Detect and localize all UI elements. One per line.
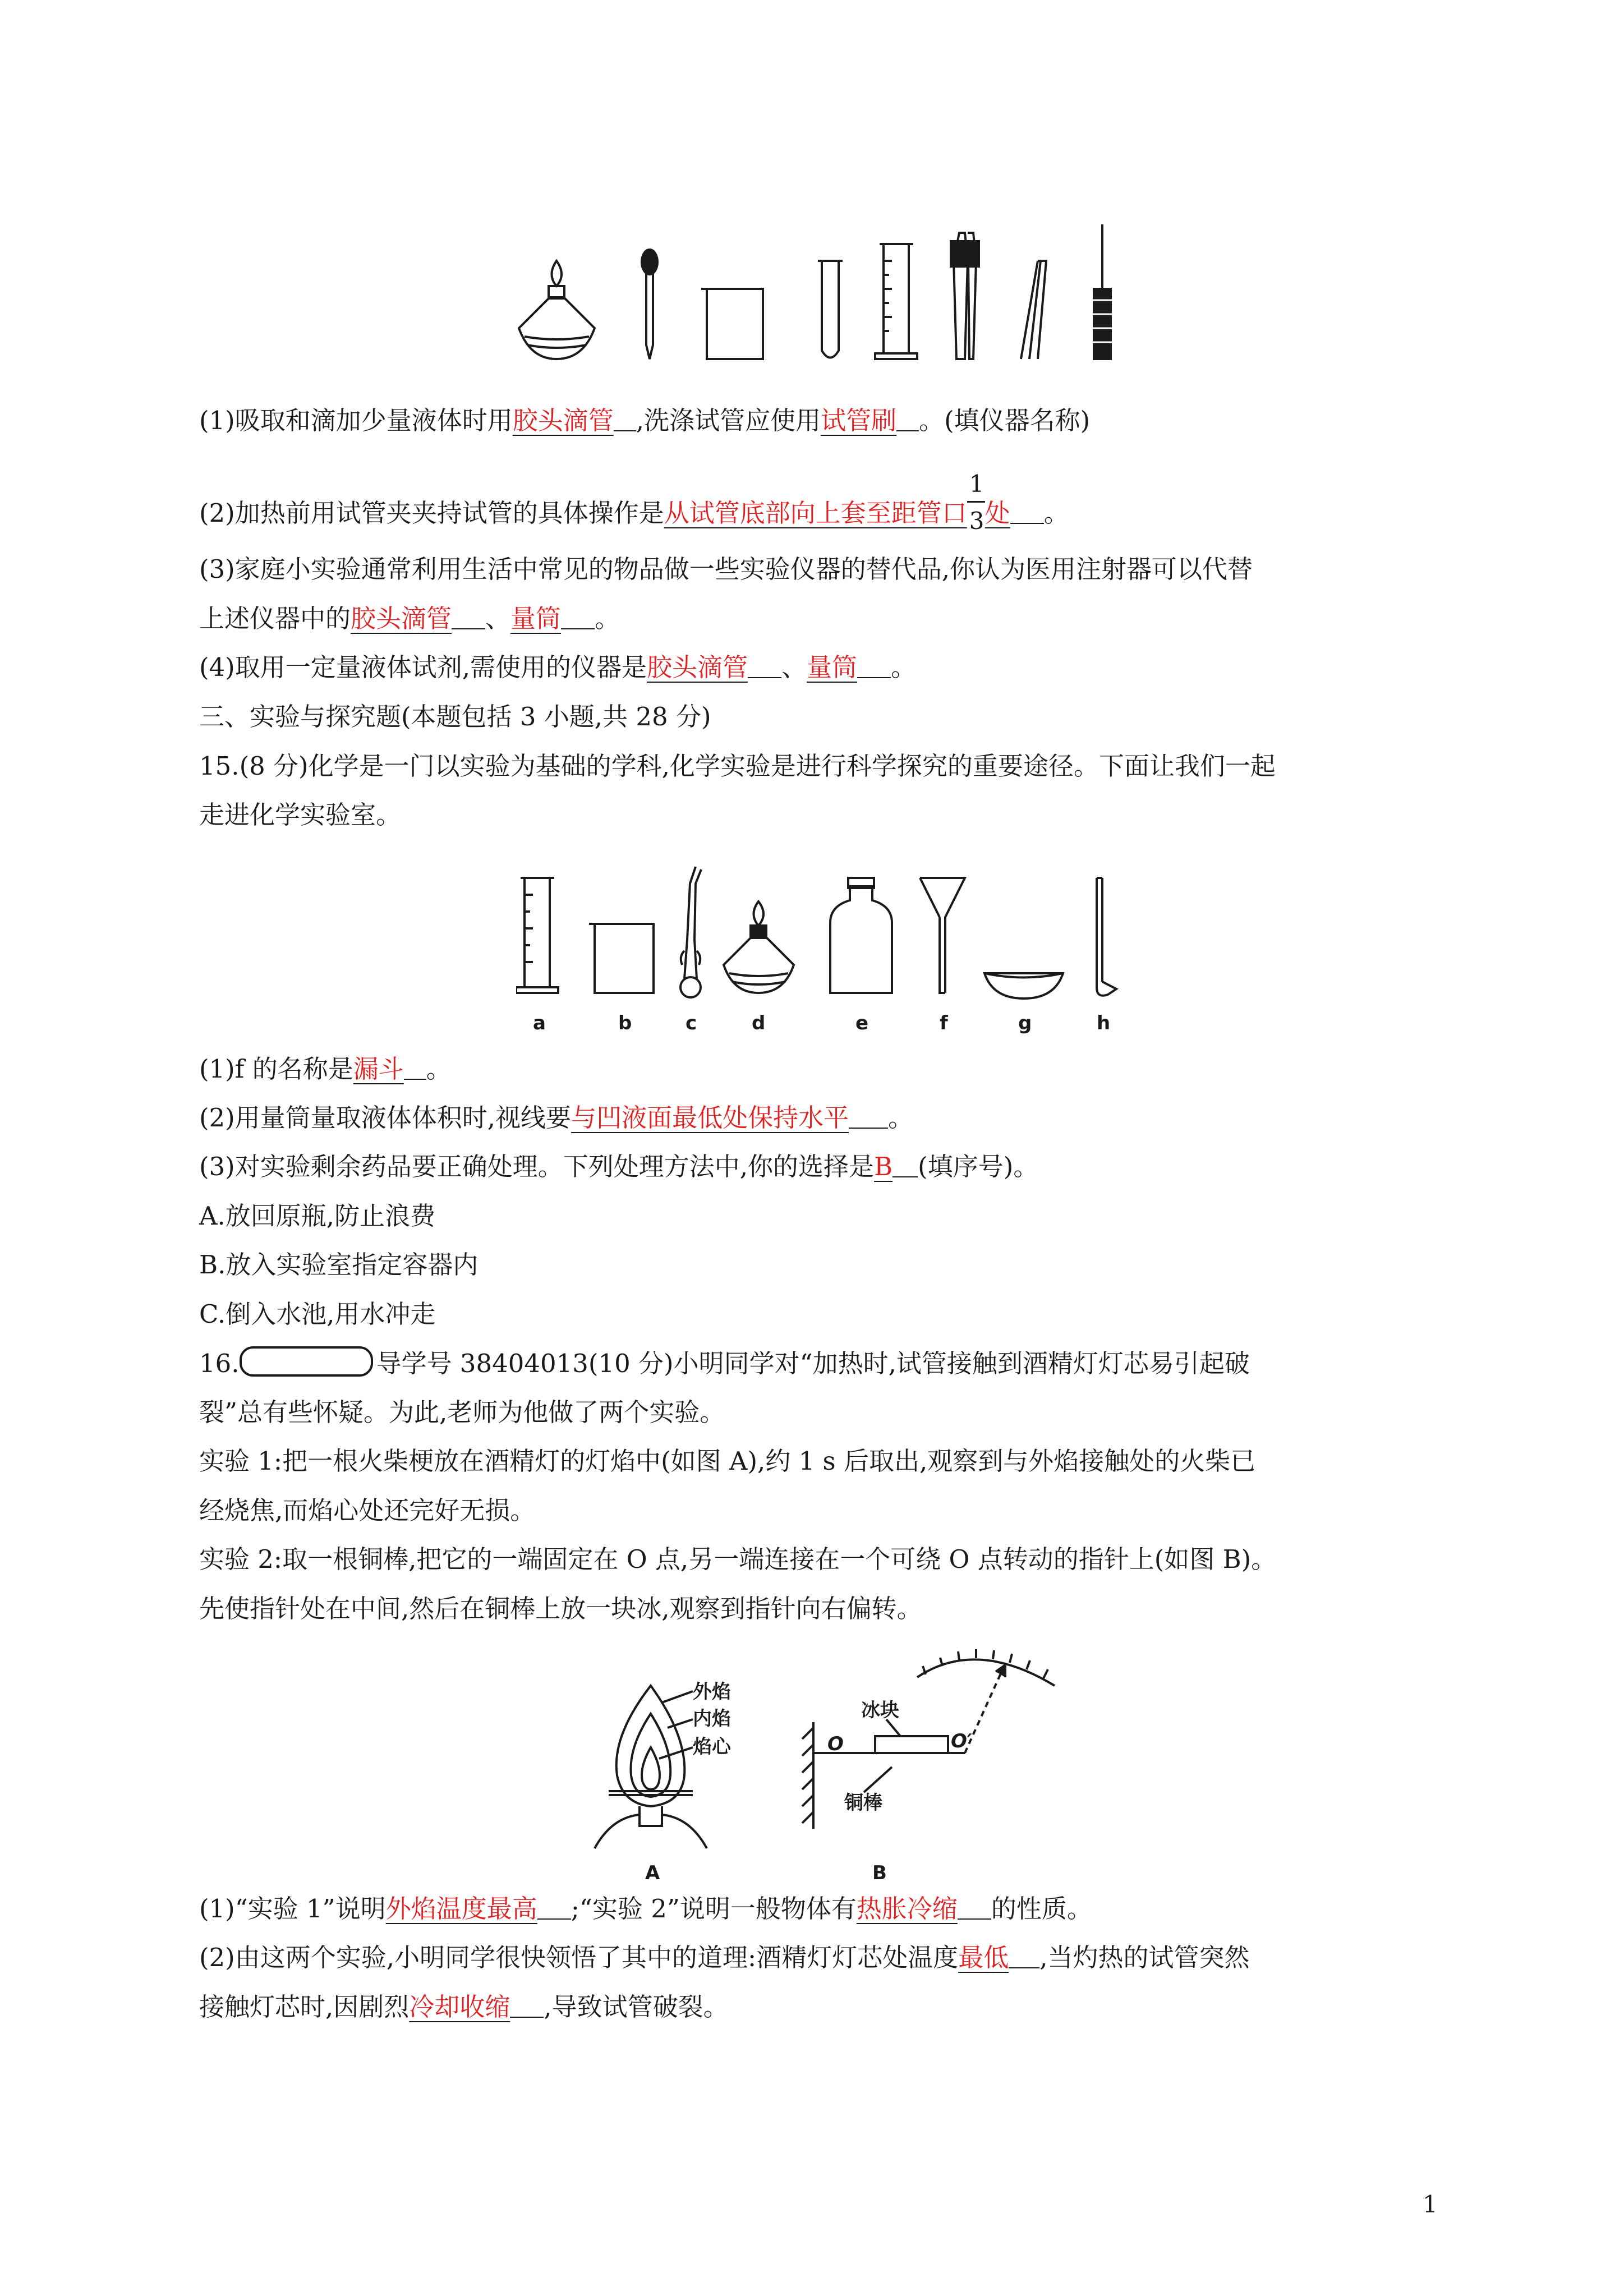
fig-label-c: c bbox=[686, 1012, 697, 1034]
q16-exp2-line2: 先使指针处在中间,然后在铜棒上放一块冰,观察到指针向右偏转。 bbox=[199, 1594, 922, 1623]
instrument-row-figure bbox=[516, 222, 1133, 367]
q14-answer-2b: 处 bbox=[984, 498, 1010, 528]
q16-exp2-line1: 实验 2:取一根铜棒,把它的一端固定在 O 点,另一端连接在一个可绕 O 点转动的指针上(如图 B)。 bbox=[199, 1544, 1277, 1574]
fig-label-d: d bbox=[752, 1012, 766, 1034]
label-pivot-o: O bbox=[827, 1733, 844, 1755]
figure-b-caption: B bbox=[872, 1862, 887, 1879]
fig-label-h: h bbox=[1097, 1012, 1111, 1034]
label-copper-rod: 铜棒 bbox=[844, 1792, 882, 1814]
graduated-cylinder-icon bbox=[516, 878, 558, 993]
copper-rod-pointer-figure bbox=[797, 1644, 1066, 1879]
q15-option-b: B.放入实验室指定容器内 bbox=[199, 1250, 479, 1280]
q15-option-a: A.放回原瓶,防止浪费 bbox=[199, 1201, 436, 1231]
label-outer-flame: 外焰 bbox=[693, 1681, 731, 1703]
alcohol-lamp-icon bbox=[724, 901, 794, 993]
q15-part-1: (1)f 的名称是漏斗 。 bbox=[199, 1054, 452, 1084]
q15-intro-line1: 15.(8 分)化学是一门以实验为基础的学科,化学实验是进行科学探究的重要途径。下面让我们一起 bbox=[199, 751, 1276, 781]
q16-intro-line2: 裂”总有些怀疑。为此,老师为他做了两个实验。 bbox=[199, 1397, 725, 1427]
q15-answer-1: 漏斗 bbox=[353, 1054, 404, 1084]
fig-label-a: a bbox=[533, 1012, 546, 1034]
q16-exp1-line1: 实验 1:把一根火柴梗放在酒精灯的灯焰中(如图 A),约 1 s 后取出,观察到与外焰接触处的火柴已 bbox=[199, 1446, 1256, 1476]
q16-exp1-line2: 经烧焦,而焰心处还完好无损。 bbox=[199, 1496, 536, 1525]
q16-answer-1a: 外焰温度最高 bbox=[385, 1894, 537, 1924]
label-pivot-o-prime: O′ bbox=[951, 1730, 972, 1752]
q14-part-3-line1: (3)家庭小实验通常利用生活中常见的物品做一些实验仪器的替代品,你认为医用注射器可以代替 bbox=[199, 554, 1253, 584]
q16-answer-2a: 最低 bbox=[958, 1943, 1009, 1972]
q15-answer-3: B bbox=[874, 1152, 893, 1181]
q15-part-2: (2)用量筒量取液体体积时,视线要与凹液面最低处保持水平 。 bbox=[199, 1103, 914, 1133]
fig-label-b: b bbox=[618, 1012, 632, 1034]
q14-answer-1b: 试管刷 bbox=[821, 406, 897, 435]
label-inner-flame: 内焰 bbox=[693, 1708, 731, 1730]
q14-part-3-line2: 上述仪器中的胶头滴管 、量筒 。 bbox=[199, 604, 620, 633]
page-number: 1 bbox=[1423, 2191, 1438, 2218]
fig-label-f: f bbox=[940, 1012, 948, 1034]
q15-option-c: C.倒入水池,用水冲走 bbox=[199, 1299, 436, 1329]
label-ice-block: 冰块 bbox=[861, 1699, 899, 1722]
q14-answer-3a: 胶头滴管 bbox=[351, 604, 452, 633]
q16-answer-1b: 热胀冷缩 bbox=[856, 1894, 958, 1924]
q15-part-3: (3)对实验剩余药品要正确处理。下列处理方法中,你的选择是B (填序号)。 bbox=[199, 1152, 1039, 1181]
dropper-icon bbox=[642, 250, 657, 359]
test-tube-icon bbox=[818, 261, 843, 358]
q14-answer-1a: 胶头滴管 bbox=[512, 406, 614, 435]
q16-intro-line1: 16. 导学号 38404013(10 分)小明同学对“加热时,试管接触到酒精灯灯芯易引起破 bbox=[199, 1346, 1250, 1381]
q15-intro-line2: 走进化学实验室。 bbox=[199, 800, 402, 830]
q16-part-1: (1)“实验 1”说明外焰温度最高 ;“实验 2”说明一般物体有热胀冷缩 的性质。 bbox=[199, 1894, 1092, 1924]
crucible-tongs-icon bbox=[680, 867, 701, 997]
q14-answer-3b: 量筒 bbox=[510, 604, 562, 633]
beaker-icon bbox=[589, 924, 654, 993]
q14-part-2: (2)加热前用试管夹夹持试管的具体操作是从试管底部向上套至距管口 $\frac{1}{3}$ 处 。 bbox=[199, 470, 1069, 535]
alcohol-lamp-icon bbox=[519, 261, 595, 359]
evaporating-dish-icon bbox=[984, 973, 1063, 999]
medicine-spoon-icon bbox=[1097, 878, 1116, 996]
test-tube-brush-icon bbox=[1091, 224, 1114, 359]
q14-part-4: (4)取用一定量液体试剂,需使用的仪器是胶头滴管 、量筒 。 bbox=[199, 652, 917, 682]
test-tube-clamp-icon bbox=[951, 233, 979, 359]
q14-answer-4a: 胶头滴管 bbox=[647, 652, 748, 682]
beaker-icon bbox=[701, 289, 763, 359]
question-badge-icon bbox=[240, 1346, 373, 1377]
q14-part-1: (1)吸取和滴加少量液体时用胶头滴管 ,洗涤试管应使用试管刷 。(填仪器名称) bbox=[199, 406, 1091, 435]
flame-structure-figure bbox=[578, 1669, 757, 1882]
figure-a-caption: A bbox=[645, 1862, 660, 1882]
q16-answer-2b: 冷却收缩 bbox=[409, 1992, 510, 2022]
instrument-set-a-h-figure bbox=[516, 861, 1122, 1041]
fraction-one-third: $\frac{1}{3}$ bbox=[967, 499, 985, 532]
q16-part-2-line2: 接触灯芯时,因剧烈冷却收缩 ,导致试管破裂。 bbox=[199, 1992, 729, 2022]
fig-label-g: g bbox=[1018, 1012, 1032, 1034]
fig-label-e: e bbox=[855, 1012, 869, 1034]
q14-answer-4b: 量筒 bbox=[807, 652, 858, 682]
label-flame-core: 焰心 bbox=[693, 1736, 731, 1758]
section-3-heading: 三、实验与探究题(本题包括 3 小题,共 28 分) bbox=[199, 702, 711, 731]
reagent-bottle-icon bbox=[830, 878, 892, 993]
tweezers-icon bbox=[1021, 261, 1046, 359]
q16-part-2-line1: (2)由这两个实验,小明同学很快领悟了其中的道理:酒精灯灯芯处温度最低 ,当灼热的试管突然 bbox=[199, 1943, 1250, 1972]
graduated-cylinder-icon bbox=[875, 244, 917, 359]
q15-answer-2: 与凹液面最低处保持水平 bbox=[571, 1103, 849, 1133]
q14-answer-2a: 从试管底部向上套至距管口 bbox=[664, 498, 967, 528]
funnel-icon bbox=[920, 878, 965, 993]
